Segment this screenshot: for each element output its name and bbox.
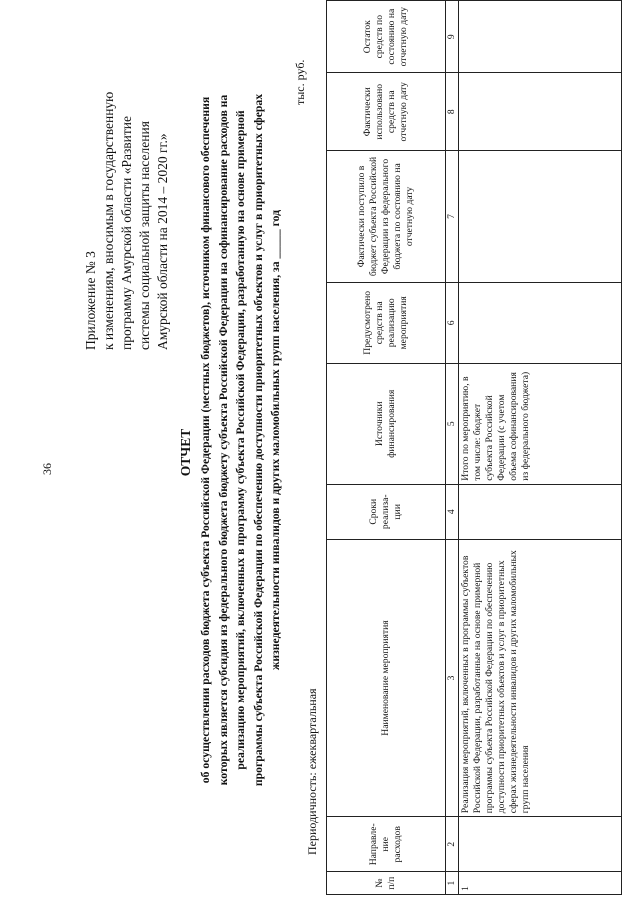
header-terms: Сроки реализа-ции [327, 484, 446, 539]
header-balance: Остаток средств по состоянию на отчетную дату [327, 1, 446, 73]
report-subtitle [197, 35, 285, 845]
appendix-line: Амурской области на 2014 – 2020 гг.» [155, 133, 170, 350]
header-used: Фактически использовано средств на отчетную дату [327, 73, 446, 151]
appendix-line: Приложение № 3 [83, 251, 98, 350]
appendix-block [82, 15, 172, 350]
appendix-line: программу Амурской области «Развитие [119, 115, 134, 350]
report-table [326, 0, 622, 895]
header-sources: Источники финансирования [327, 363, 446, 484]
periodicity-label: Периодичность: ежеквартальная [305, 688, 319, 855]
header-received: Фактически поступило в бюджет субъекта Российской Федерации из федерального бюджета по состоянию на отчетную дату [327, 151, 446, 283]
header-planned: Предусмотрено средств на реализацию мероприятия [327, 282, 446, 363]
subtitle-line: жизнедеятельности инвалидов и других маломобильных групп населения, за _____ год [269, 209, 282, 671]
cell-name: Реализация мероприятий, включенных в программы субъектов Российской Федерации, разработанные на основе примерной программы субъекта Российской Федерации по обеспечению доступности приоритетных объектов и услуг в приоритетных сферах жизнедеятельности инвалидов и других маломобильных групп населения [459, 539, 622, 816]
appendix-line: системы социальной защиты населения [137, 121, 152, 350]
column-number: 4 [446, 484, 459, 539]
cell-planned [459, 282, 622, 363]
appendix-line: к изменениям, вносимым в государственную [101, 91, 116, 350]
column-number: 1 [446, 872, 459, 895]
cell-received [459, 151, 622, 283]
cell-used [459, 73, 622, 151]
column-number: 7 [446, 151, 459, 283]
header-direction: Направле-ние расходов [327, 817, 446, 872]
units-label: тыс. руб. [293, 59, 307, 105]
column-number: 9 [446, 1, 459, 73]
page-number: 36 [40, 463, 54, 475]
cell-terms [459, 484, 622, 539]
report-title: ОТЧЕТ [178, 428, 193, 477]
subtitle-line: об осуществлении расходов бюджета субъекта Российской Федерации (местных бюджетов), источником финансового обеспечения [199, 96, 212, 784]
header-num: № п/п [327, 872, 446, 895]
column-number: 3 [446, 539, 459, 816]
subtitle-line: которых является субсидия из федерального бюджета бюджету субъекта Российской Федерации на софинансирование расходов на [216, 94, 230, 786]
table-row [459, 1, 622, 895]
cell-num: 1 [459, 872, 622, 895]
column-number-row [446, 1, 459, 895]
column-number: 8 [446, 73, 459, 151]
cell-balance [459, 1, 622, 73]
subtitle-line: реализацию мероприятий, включенных в программу субъекта Российской Федерации, разработанную на основе примерной [234, 110, 247, 770]
header-name: Наименование мероприятия [327, 539, 446, 816]
cell-sources: Итого по мероприятию, в том числе: бюджет субъекта Российской Федерации (с учетом объема софинансирования из федерального бюджета) [459, 363, 622, 484]
table-header-row [327, 1, 446, 895]
subtitle-line: программы субъекта Российской Федерации по обеспечению доступности приоритетных объектов и услуг в приоритетных сферах [251, 93, 265, 787]
column-number: 5 [446, 363, 459, 484]
column-number: 2 [446, 817, 459, 872]
column-number: 6 [446, 282, 459, 363]
cell-direction [459, 817, 622, 872]
